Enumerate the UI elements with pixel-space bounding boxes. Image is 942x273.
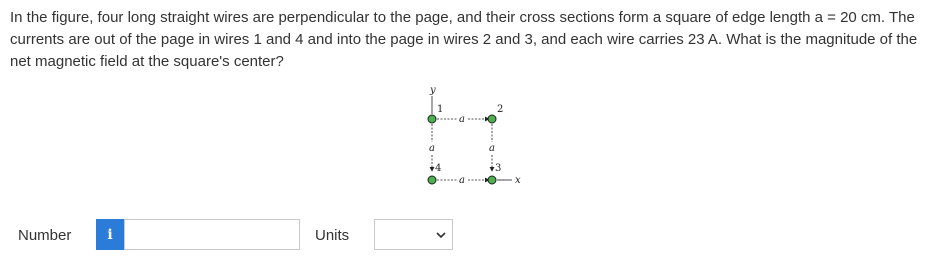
wire-label-1: 1 [437,104,444,115]
wire-3-circle [488,176,496,184]
units-select[interactable] [374,219,453,250]
wire-label-2: 2 [497,104,504,115]
wire-diagram [416,84,536,190]
bottom-edge-label: a [459,175,465,186]
units-label: Units [315,227,350,244]
chevron-down-icon [436,231,446,239]
info-icon[interactable]: i [96,219,124,250]
x-axis-label: x [515,175,521,186]
left-edge-label: a [429,143,435,154]
right-edge-label: a [489,143,495,154]
wire-label-3: 3 [495,163,502,174]
wire-label-4: 4 [435,163,442,174]
answer-row [0,218,942,253]
wire-2-circle [488,115,496,123]
wire-1-circle [428,115,436,123]
wire-4-circle [428,176,436,184]
y-axis-label: y [430,85,436,96]
square-wires-figure [416,84,536,190]
number-label: Number [18,227,72,244]
top-edge-label: a [459,114,465,125]
number-input[interactable] [124,219,300,250]
question-text: In the figure, four long straight wires are perpendicular to the page, and their cross sections form a square of edge length a = 20 cm. The currents are out of the page in wires 1 and 4 and into the page in wires 2 and 3, and each wire carries 23 A. What is the magnitude of the net magnetic field at the square's center? [10,9,918,70]
